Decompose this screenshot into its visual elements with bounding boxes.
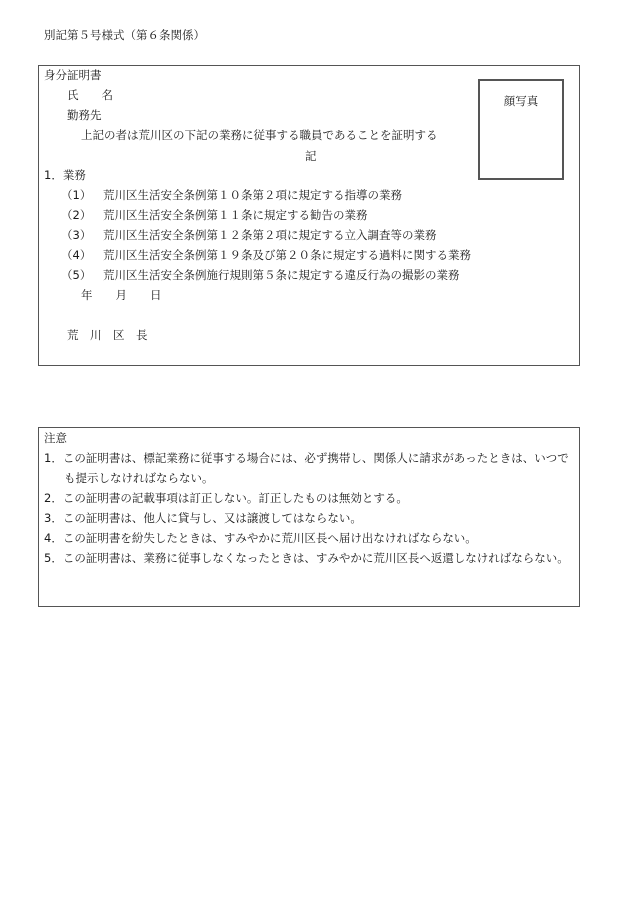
photo-label: 顔写真	[503, 94, 539, 108]
duties-heading: 1．業務	[44, 168, 86, 182]
note-item: 5．この証明書は、業務に従事しなくなったときは、すみやかに荒川区長へ返還しなければならない。	[44, 551, 569, 565]
duty-number: （1）	[61, 188, 92, 202]
certification-statement: 上記の者は荒川区の下記の業務に従事する職員であることを証明する	[81, 128, 438, 142]
note-item: 4．この証明書を紛失したときは、すみやかに荒川区長へ届け出なければならない。	[44, 531, 477, 545]
duty-text: 荒川区生活安全条例第１０条第２項に規定する指導の業務	[103, 188, 402, 202]
certificate-box	[38, 65, 580, 366]
duty-number: （3）	[61, 228, 92, 242]
duty-text: 荒川区生活安全条例施行規則第５条に規定する違反行為の撮影の業務	[103, 268, 460, 282]
photo-placeholder	[478, 79, 564, 180]
note-item: 2．この証明書の記載事項は訂正しない。訂正したものは無効とする。	[44, 491, 408, 505]
certificate-title: 身分証明書	[44, 68, 102, 82]
note-item: 1．この証明書は、標記業務に従事する場合には、必ず携帯し、関係人に請求があったときは、いつで	[44, 451, 569, 465]
workplace-label: 勤務先	[67, 108, 102, 122]
issue-date: 年 月 日	[81, 288, 162, 302]
note-item-continuation: も提示しなければならない。	[64, 471, 214, 485]
duty-number: （2）	[61, 208, 92, 222]
issuer-title: 荒 川 区 長	[67, 328, 148, 342]
duty-text: 荒川区生活安全条例第１９条及び第２０条に規定する過料に関する業務	[103, 248, 471, 262]
duty-text: 荒川区生活安全条例第１２条第２項に規定する立入調査等の業務	[103, 228, 437, 242]
ki-label: 記	[305, 149, 317, 163]
name-label: 氏 名	[67, 88, 113, 102]
note-item: 3．この証明書は、他人に貸与し、又は譲渡してはならない。	[44, 511, 362, 525]
duty-text: 荒川区生活安全条例第１１条に規定する勧告の業務	[103, 208, 368, 222]
form-label: 別記第５号様式（第６条関係）	[44, 28, 205, 42]
duty-number: （4）	[61, 248, 92, 262]
duty-number: （5）	[61, 268, 92, 282]
notes-heading: 注意	[44, 431, 67, 445]
notes-box	[38, 427, 580, 607]
